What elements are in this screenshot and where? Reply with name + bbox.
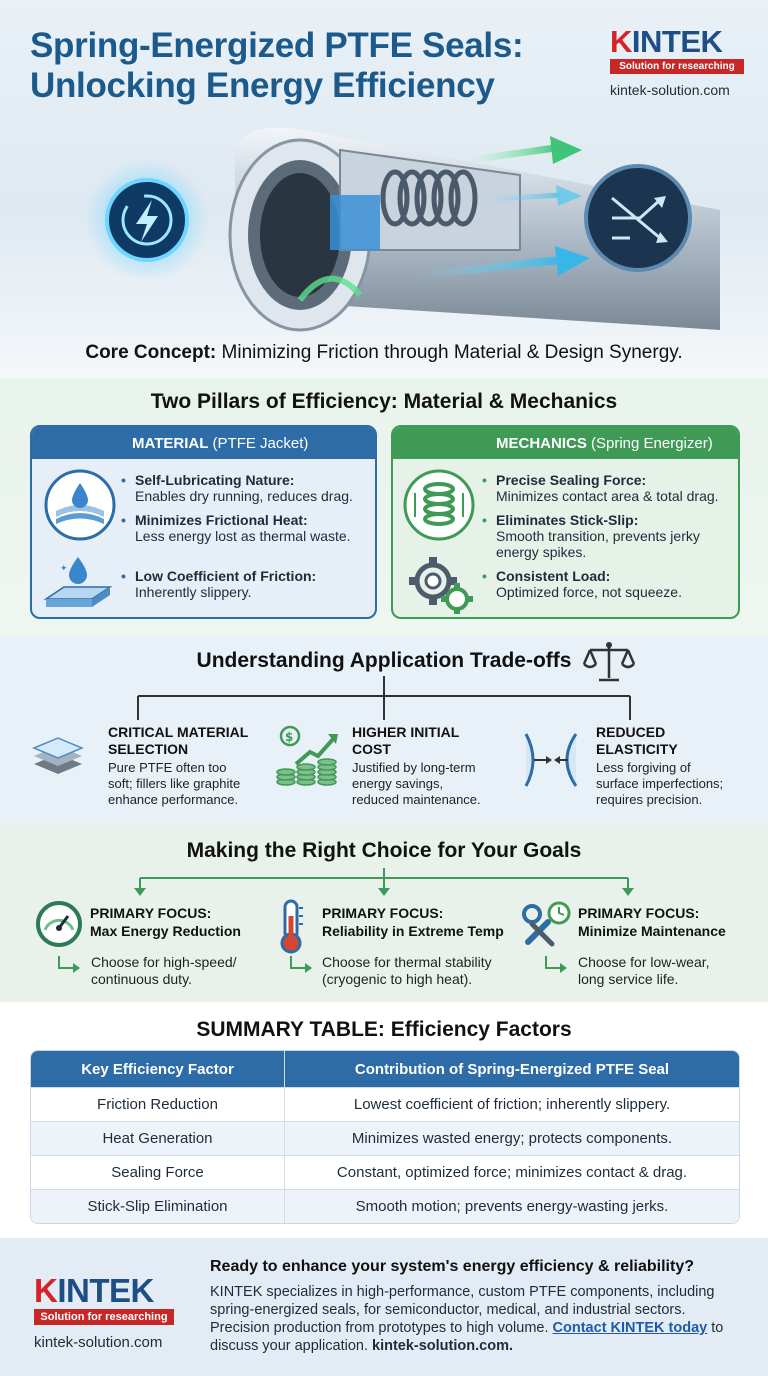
tradeoff-item-3 <box>596 724 723 808</box>
goals-connector <box>0 868 768 898</box>
tradeoff-title <box>596 724 723 758</box>
tradeoff-desc-line: soft; fillers like graphite <box>108 776 241 791</box>
tradeoffs-connector <box>0 676 768 726</box>
material-bullet-2 <box>121 512 367 544</box>
table-cell: Friction Reduction <box>31 1087 285 1121</box>
bullet-title: Precise Sealing Force: <box>496 472 647 488</box>
summary-section <box>0 1002 768 1238</box>
tradeoff-desc-line: energy savings, <box>352 776 444 791</box>
logo-tagline: Solution for researching <box>610 59 744 74</box>
core-concept <box>0 342 768 364</box>
table-row <box>31 1155 739 1189</box>
kintek-logo-top[interactable] <box>610 26 744 98</box>
goal-focus: Max Energy Reduction <box>90 923 241 939</box>
bullet-desc: Less energy lost as thermal waste. <box>135 528 351 544</box>
tradeoff-title-line: ELASTICITY <box>596 741 678 757</box>
coins-growth-icon <box>274 724 342 788</box>
tradeoffs-section <box>0 636 768 826</box>
logo-letters: INTEK <box>57 1272 154 1309</box>
goal-arrow-icon <box>543 954 569 976</box>
tradeoff-title <box>352 724 481 758</box>
tradeoff-title-line: CRITICAL MATERIAL <box>108 724 249 740</box>
cta-body <box>210 1283 740 1355</box>
logo-letters: INTEK <box>631 24 723 59</box>
logo-tagline: Solution for researching <box>34 1309 174 1325</box>
bullet-desc: Smooth transition, prevents jerky energy spikes. <box>496 528 700 560</box>
tradeoffs-title: Understanding Application Trade-offs <box>196 649 572 672</box>
table-header-row <box>31 1051 739 1087</box>
mechanics-head-thin: (Spring Energizer) <box>586 435 713 452</box>
tradeoff-title-line: COST <box>352 741 391 757</box>
goal-label: PRIMARY FOCUS: <box>90 905 212 921</box>
cta-body-text: KINTEK specializes in high-performance, custom PTFE components, including spring-energized seals, for semiconductor, medical, and industrial sectors. Precision production from prototypes to high volume. <box>210 1284 715 1336</box>
logo-letter-k: K <box>34 1272 58 1309</box>
bullet-dot: • <box>121 568 126 584</box>
tradeoff-desc-line: enhance performance. <box>108 792 239 807</box>
bullet-desc: Minimizes contact area & total drag. <box>496 488 719 504</box>
bullet-desc: Optimized force, not squeeze. <box>496 584 682 600</box>
contact-link[interactable]: Contact KINTEK today <box>552 1320 708 1336</box>
goal-label: PRIMARY FOCUS: <box>322 905 444 921</box>
bullet-dot: • <box>482 472 487 488</box>
material-card-header <box>32 427 375 459</box>
footer-cta <box>0 1238 768 1376</box>
goal-desc-1 <box>91 954 237 988</box>
mechanics-card-header <box>393 427 738 459</box>
core-concept-label: Core Concept: <box>85 342 217 363</box>
logo-url[interactable]: kintek-solution.com <box>34 1334 163 1351</box>
logo-letter-k: K <box>610 24 632 59</box>
bullet-title: Low Coefficient of Friction: <box>135 568 317 584</box>
tradeoff-desc <box>352 760 481 808</box>
gears-icon <box>405 553 475 615</box>
goal-arrow-icon <box>56 954 82 976</box>
tradeoff-desc-line: reduced maintenance. <box>352 792 481 807</box>
page-title-line-2: Unlocking Energy Efficiency <box>30 66 495 105</box>
table-row <box>31 1189 739 1223</box>
goal-desc-2 <box>322 954 492 988</box>
table-row <box>31 1121 739 1155</box>
bullet-desc: Enables dry running, reduces drag. <box>135 488 353 504</box>
speedometer-icon <box>35 900 83 948</box>
svg-text:✦: ✦ <box>60 564 68 574</box>
bullet-dot: • <box>482 512 487 528</box>
svg-text:$: $ <box>285 730 294 744</box>
logo-url[interactable]: kintek-solution.com <box>610 82 730 98</box>
goals-title: Making the Right Choice for Your Goals <box>186 839 582 862</box>
summary-table <box>30 1050 740 1224</box>
tradeoff-item-2 <box>352 724 481 808</box>
goal-desc-3 <box>578 954 710 988</box>
hero-section <box>0 0 768 378</box>
logo-wordmark <box>34 1274 174 1308</box>
goal-label: PRIMARY FOCUS: <box>578 905 700 921</box>
goal-item-2 <box>322 904 504 940</box>
table-header-cell: Contribution of Spring-Energized PTFE Seal <box>285 1051 739 1087</box>
bullet-title: Consistent Load: <box>496 568 611 584</box>
bullet-dot: • <box>121 512 126 528</box>
tradeoff-desc-line: Justified by long-term <box>352 760 476 775</box>
table-cell: Lowest coefficient of friction; inherently slippery. <box>285 1087 739 1121</box>
goal-desc-line: continuous duty. <box>91 971 192 987</box>
table-cell: Constant, optimized force; minimizes contact & drag. <box>285 1155 739 1189</box>
bullet-dot: • <box>121 472 126 488</box>
tradeoff-item-1 <box>108 724 248 808</box>
material-card <box>30 425 377 619</box>
elasticity-arcs-icon <box>518 730 584 790</box>
cta-url[interactable]: kintek-solution.com. <box>372 1338 513 1354</box>
mechanics-bullet-3 <box>482 568 728 600</box>
goal-desc-line: long service life. <box>578 971 679 987</box>
goal-desc-line: Choose for thermal stability <box>322 954 492 970</box>
ptfe-layers-drop-icon <box>44 469 116 541</box>
pillars-section <box>0 378 768 636</box>
mechanics-head-bold: MECHANICS <box>496 435 587 452</box>
pillars-title: Two Pillars of Efficiency: Material & Mechanics <box>150 390 618 413</box>
tradeoff-title <box>108 724 248 758</box>
drop-on-surface-icon <box>42 553 114 615</box>
mechanics-card <box>391 425 740 619</box>
tradeoff-desc-line: requires precision. <box>596 792 703 807</box>
bullet-title: Eliminates Stick-Slip: <box>496 512 639 528</box>
tradeoff-desc-line: Pure PTFE often too <box>108 760 227 775</box>
summary-title: SUMMARY TABLE: Efficiency Factors <box>196 1018 572 1041</box>
tradeoff-desc <box>596 760 723 808</box>
tradeoff-desc-line: surface imperfections; <box>596 776 724 791</box>
tradeoff-title-line: HIGHER INITIAL <box>352 724 460 740</box>
bullet-dot: • <box>482 568 487 584</box>
cta-body-text: to discuss your application. <box>210 1320 724 1354</box>
seal-illustration <box>0 100 768 340</box>
core-concept-text: Minimizing Friction through Material & Design Synergy. <box>216 342 683 363</box>
kintek-logo-bottom[interactable] <box>34 1274 174 1351</box>
tradeoff-desc-line: Less forgiving of <box>596 760 691 775</box>
thermometer-icon <box>276 898 306 954</box>
logo-wordmark <box>610 26 744 58</box>
goal-desc-line: Choose for low-wear, <box>578 954 710 970</box>
table-cell: Sealing Force <box>31 1155 285 1189</box>
goal-item-1 <box>90 904 241 940</box>
material-head-thin: (PTFE Jacket) <box>208 435 309 452</box>
table-header-cell: Key Efficiency Factor <box>31 1051 285 1087</box>
page-title-line-1: Spring-Energized PTFE Seals: <box>30 26 524 65</box>
goals-section <box>0 826 768 1002</box>
goal-arrow-icon <box>288 954 314 976</box>
spring-icon <box>403 469 475 541</box>
goal-item-3 <box>578 904 726 940</box>
tradeoff-title-line: SELECTION <box>108 741 189 757</box>
mechanics-bullet-1 <box>482 472 728 504</box>
goal-desc-line: Choose for high-speed/ <box>91 954 237 970</box>
table-row <box>31 1087 739 1121</box>
goal-focus: Reliability in Extreme Temp <box>322 923 504 939</box>
goal-focus: Minimize Maintenance <box>578 923 726 939</box>
table-cell: Stick-Slip Elimination <box>31 1189 285 1223</box>
tradeoff-desc <box>108 760 248 808</box>
bullet-desc: Inherently slippery. <box>135 584 252 600</box>
cta-heading: Ready to enhance your system's energy efficiency & reliability? <box>210 1258 694 1275</box>
material-bullet-1 <box>121 472 367 504</box>
material-bullet-3 <box>121 568 367 600</box>
table-cell: Smooth motion; prevents energy-wasting jerks. <box>285 1189 739 1223</box>
mechanics-bullet-2 <box>482 512 728 560</box>
bullet-title: Self-Lubricating Nature: <box>135 472 295 488</box>
tradeoff-title-line: REDUCED <box>596 724 666 740</box>
page-title <box>30 26 523 106</box>
material-head-bold: MATERIAL <box>132 435 209 452</box>
material-layers-icon <box>30 730 86 786</box>
table-cell: Heat Generation <box>31 1121 285 1155</box>
goal-desc-line: (cryogenic to high heat). <box>322 971 473 987</box>
bullet-title: Minimizes Frictional Heat: <box>135 512 308 528</box>
wrench-clock-icon <box>522 900 572 948</box>
table-cell: Minimizes wasted energy; protects components. <box>285 1121 739 1155</box>
